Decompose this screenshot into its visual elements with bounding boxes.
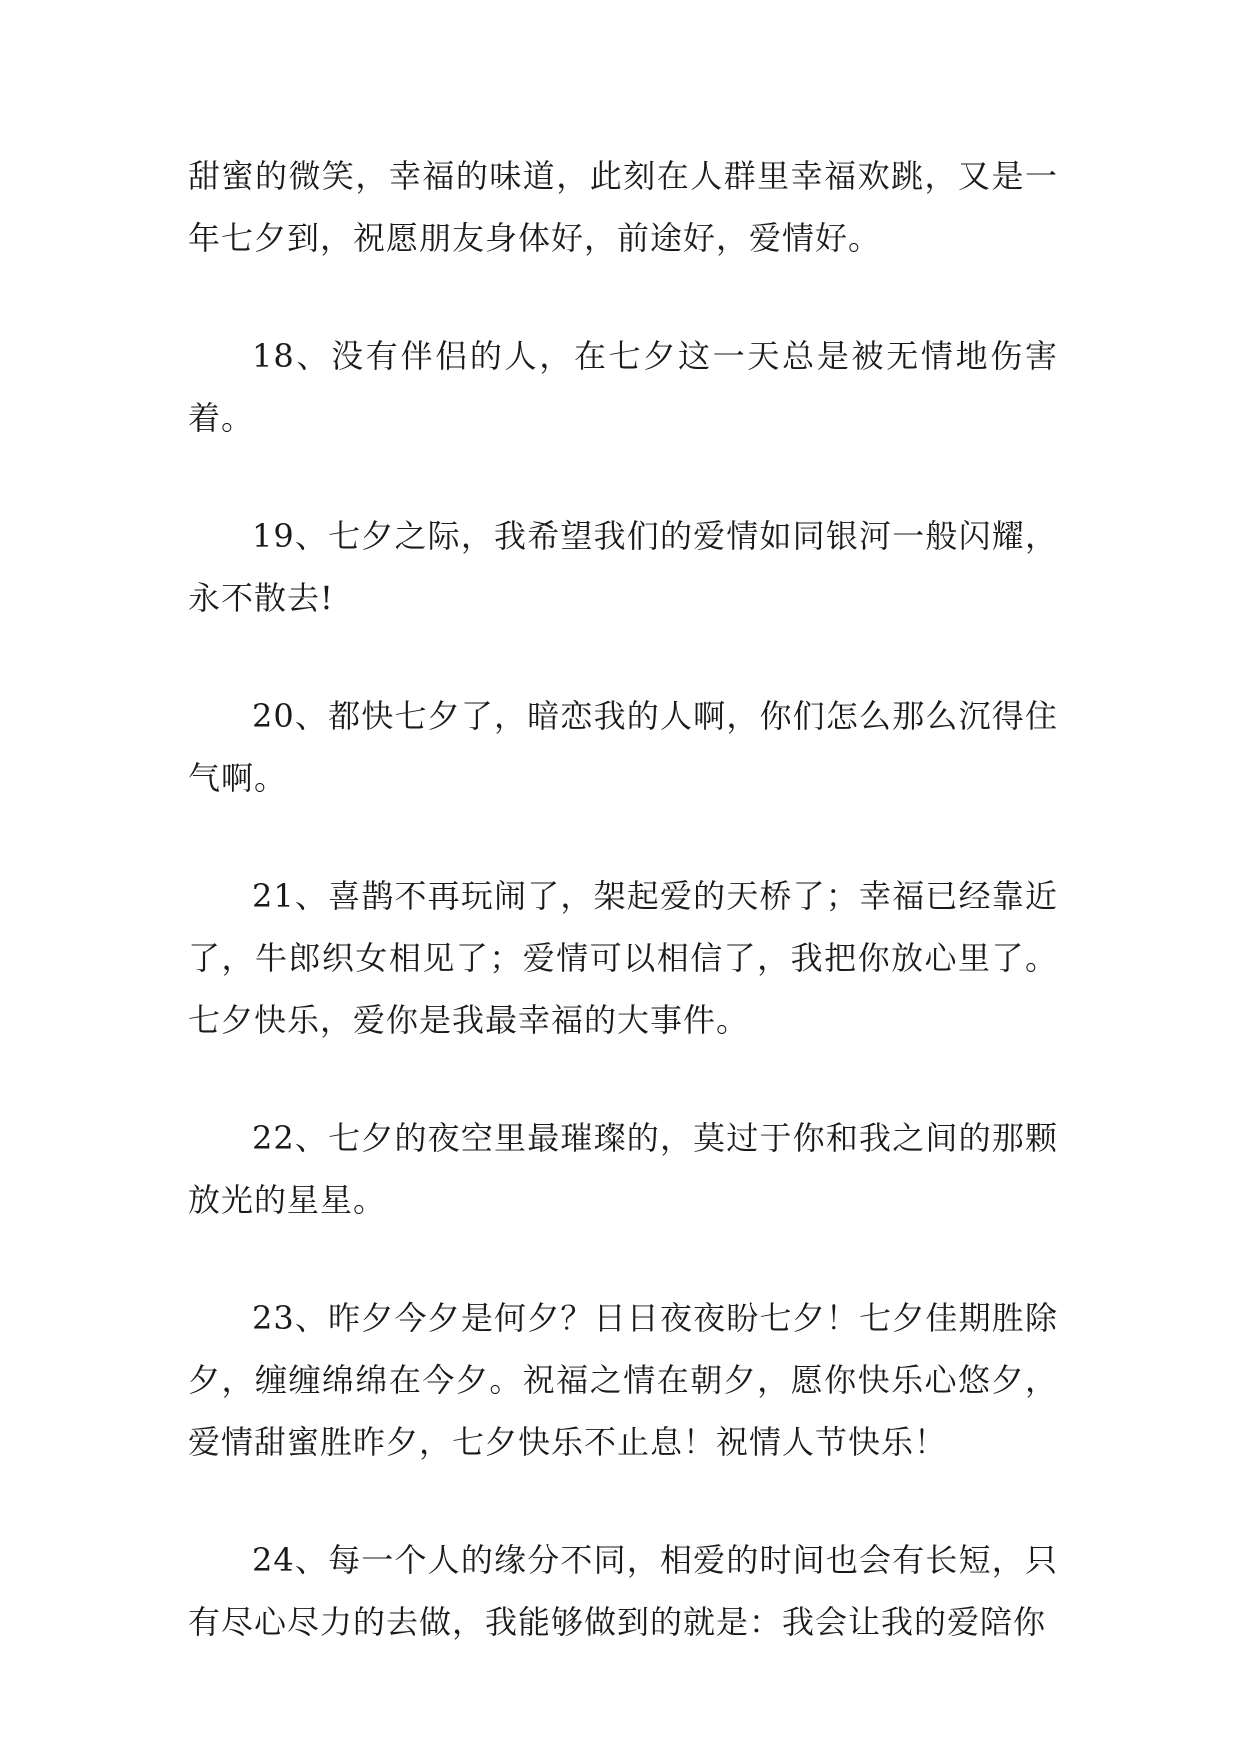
paragraph-24: 24、每一个人的缘分不同，相爱的时间也会有长短，只有尽心尽力的去做，我能够做到的就是：我会让我的爱陪你 (188, 1541, 1058, 1641)
paragraph-22: 22、七夕的夜空里最璀璨的，莫过于你和我之间的那颗放光的星星。 (188, 1119, 1058, 1219)
paragraph-19: 19、七夕之际，我希望我们的爱情如同银河一般闪耀，永不散去! (188, 517, 1058, 617)
document-body (188, 145, 1058, 1709)
paragraph-20: 20、都快七夕了，暗恋我的人啊，你们怎么那么沉得住气啊。 (188, 697, 1058, 797)
paragraph-continuation: 甜蜜的微笑，幸福的味道，此刻在人群里幸福欢跳，又是一年七夕到，祝愿朋友身体好，前途好，爱情好。 (188, 157, 1058, 257)
paragraph-18: 18、没有伴侣的人，在七夕这一天总是被无情地伤害着。 (188, 337, 1058, 437)
paragraph-21: 21、喜鹊不再玩闹了，架起爱的天桥了；幸福已经靠近了，牛郎织女相见了；爱情可以相信了，我把你放心里了。七夕快乐，爱你是我最幸福的大事件。 (188, 877, 1058, 1039)
paragraph-23: 23、昨夕今夕是何夕？日日夜夜盼七夕！七夕佳期胜除夕，缠缠绵绵在今夕。祝福之情在朝夕，愿你快乐心悠夕，爱情甜蜜胜昨夕，七夕快乐不止息！祝情人节快乐！ (188, 1299, 1058, 1461)
